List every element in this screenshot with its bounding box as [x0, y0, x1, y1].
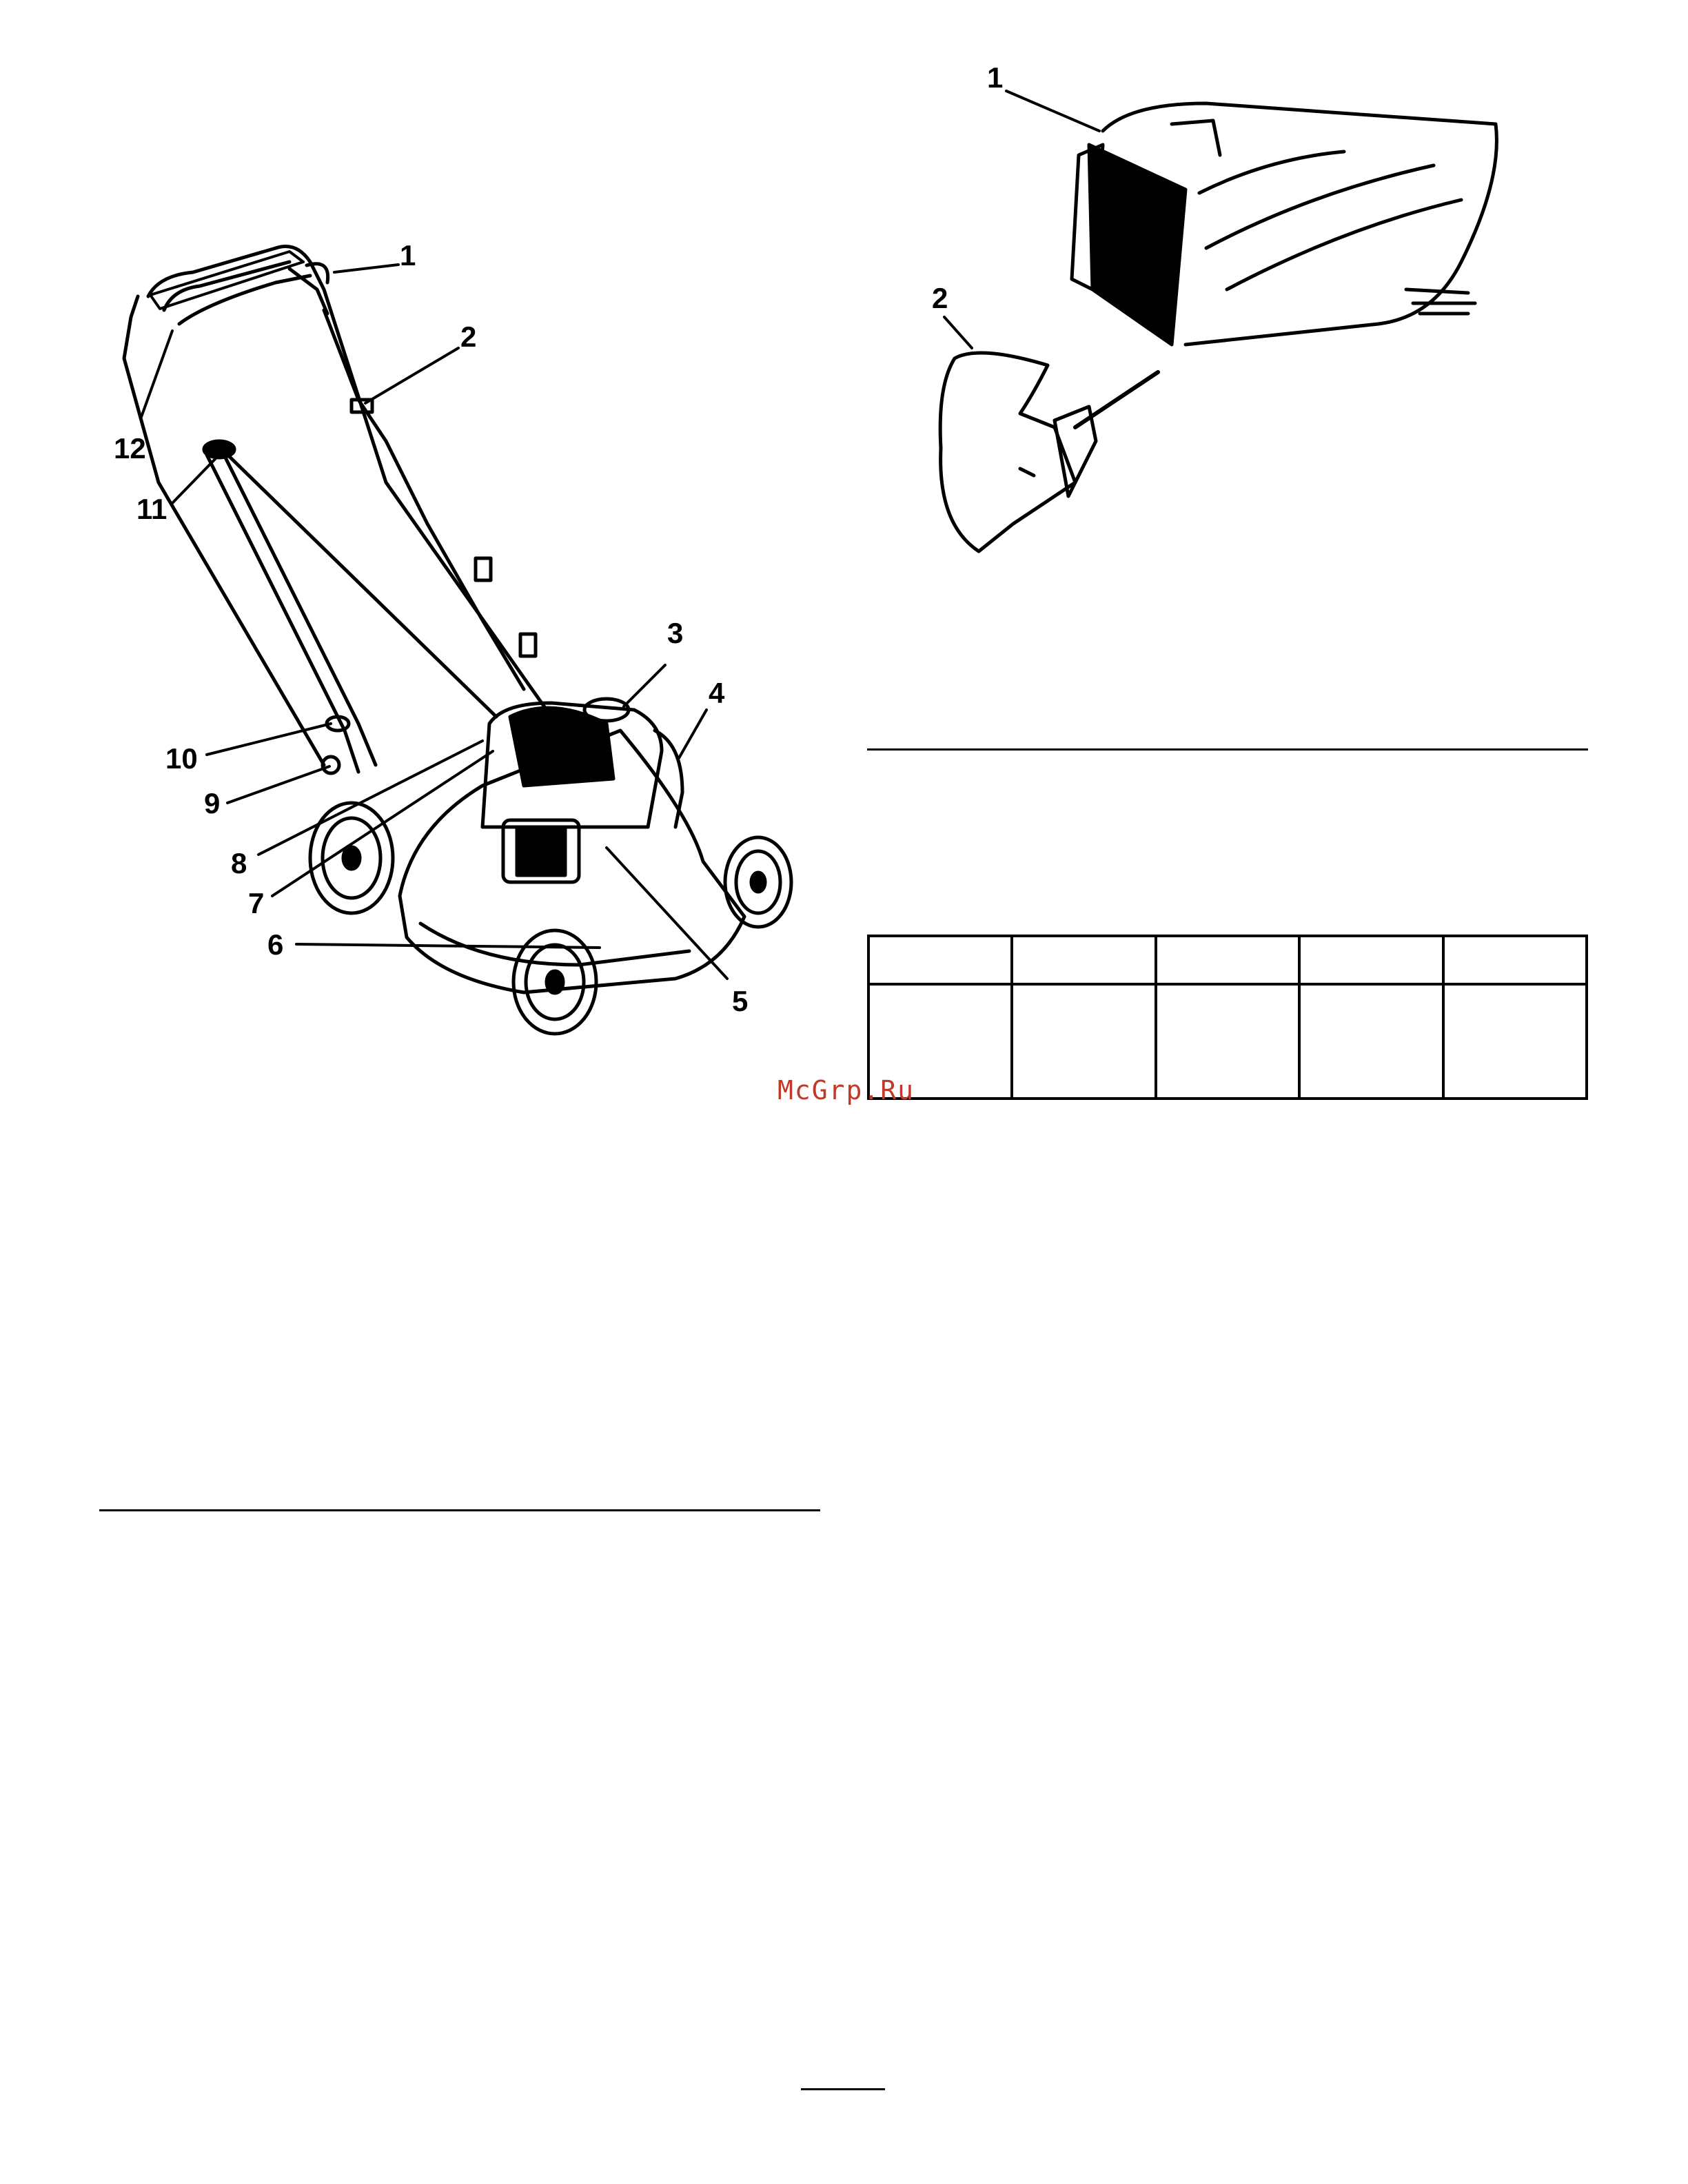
table-cell — [1156, 984, 1299, 1099]
callout-1: 1 — [400, 239, 416, 272]
table-cell — [1443, 984, 1587, 1099]
table-row — [868, 984, 1587, 1099]
table-cell — [1299, 936, 1443, 984]
callout-bag-2: 2 — [932, 282, 948, 314]
callout-4: 4 — [709, 677, 725, 709]
callout-2: 2 — [460, 320, 477, 353]
section-divider-right — [867, 748, 1588, 751]
callout-9: 9 — [204, 787, 221, 819]
table-cell — [868, 936, 1012, 984]
callout-bag-1: 1 — [987, 61, 1004, 94]
table-cell — [1012, 984, 1155, 1099]
callout-12: 12 — [114, 432, 146, 465]
table-cell — [1299, 984, 1443, 1099]
callout-8: 8 — [231, 847, 247, 879]
spec-table — [867, 935, 1588, 1100]
callout-11: 11 — [136, 493, 167, 525]
watermark-text: McGrp.Ru — [777, 1075, 915, 1105]
table-cell — [1012, 936, 1155, 984]
callout-10: 10 — [165, 742, 198, 775]
callout-5: 5 — [732, 985, 749, 1017]
page-number-rule — [801, 2088, 885, 2090]
callout-7: 7 — [248, 887, 265, 919]
callout-3: 3 — [667, 617, 684, 649]
table-row — [868, 936, 1587, 984]
table-cell — [1443, 936, 1587, 984]
callout-6: 6 — [267, 928, 284, 961]
table-cell — [1156, 936, 1299, 984]
section-divider-left — [99, 1509, 820, 1511]
